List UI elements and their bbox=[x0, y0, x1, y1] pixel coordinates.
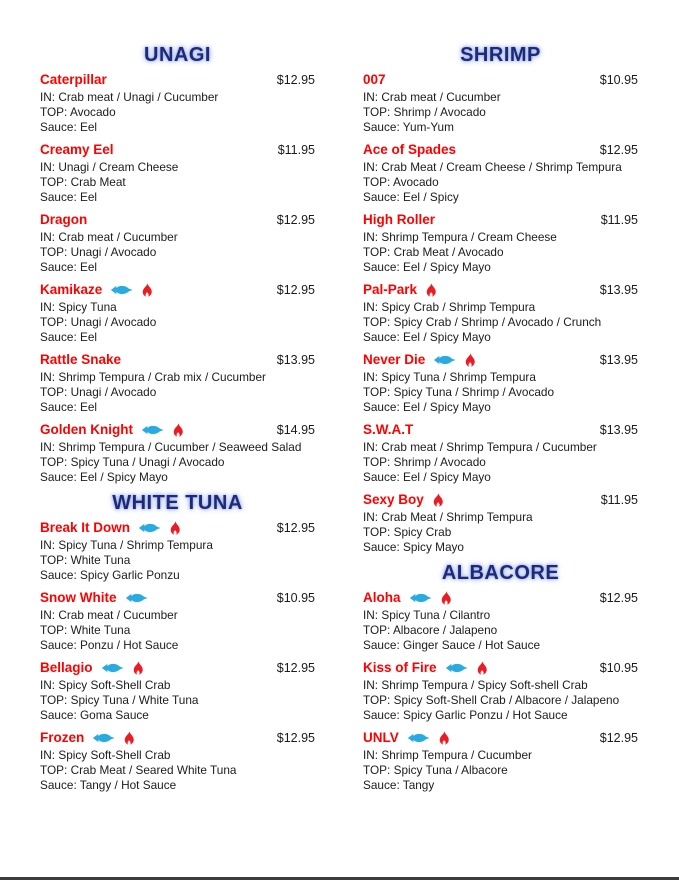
item-price: $12.95 bbox=[276, 283, 315, 297]
item-detail-line: Sauce: Spicy Garlic Ponzu / Hot Sauce bbox=[363, 708, 568, 722]
item-detail-line: Sauce: Eel bbox=[40, 330, 98, 344]
item-detail-line: IN: Shrimp Tempura / Cream Cheese bbox=[363, 230, 557, 244]
fish-icon bbox=[141, 424, 164, 436]
section-title: UNAGI bbox=[144, 44, 211, 66]
item-name: Dragon bbox=[40, 212, 88, 227]
item-detail-line: TOP: Crab Meat / Avocado bbox=[363, 245, 504, 259]
item-name: Creamy Eel bbox=[40, 142, 114, 157]
item-price: $12.95 bbox=[276, 731, 315, 745]
item-detail-line: TOP: Spicy Tuna / Shrimp / Avocado bbox=[363, 385, 555, 399]
menu-item bbox=[40, 212, 315, 275]
item-price: $14.95 bbox=[276, 423, 315, 437]
item-detail-line: TOP: Spicy Crab / Shrimp / Avocado / Crunch bbox=[363, 315, 602, 329]
menu-item bbox=[363, 492, 638, 555]
menu-item-header bbox=[40, 142, 315, 158]
item-detail-line: Sauce: Ponzu / Hot Sauce bbox=[40, 638, 179, 652]
item-name: Frozen bbox=[40, 730, 85, 745]
item-detail-line: IN: Spicy Tuna / Shrimp Tempura bbox=[363, 370, 536, 384]
menu-section bbox=[363, 44, 638, 555]
item-detail-line: Sauce: Eel bbox=[40, 190, 98, 204]
item-detail-line: Sauce: Eel / Spicy Mayo bbox=[363, 330, 491, 344]
flame-icon bbox=[438, 730, 450, 746]
item-detail-line: IN: Crab meat / Cucumber bbox=[363, 90, 501, 104]
menu-item-header bbox=[363, 72, 638, 88]
item-detail-line: Sauce: Ginger Sauce / Hot Sauce bbox=[363, 638, 541, 652]
item-detail-line: Sauce: Eel / Spicy Mayo bbox=[363, 400, 491, 414]
fish-icon bbox=[110, 284, 133, 296]
item-price: $12.95 bbox=[599, 143, 638, 157]
item-detail-line: Sauce: Eel bbox=[40, 260, 98, 274]
menu-item-header bbox=[40, 520, 315, 536]
item-name: Kamikaze bbox=[40, 282, 103, 297]
fish-icon bbox=[101, 662, 124, 674]
item-price: $10.95 bbox=[599, 661, 638, 675]
item-detail-line: IN: Crab meat / Cucumber bbox=[40, 608, 178, 622]
fish-icon bbox=[125, 592, 148, 604]
item-name: Aloha bbox=[363, 590, 401, 605]
menu-item-header bbox=[40, 282, 315, 298]
item-detail-line: Sauce: Eel / Spicy Mayo bbox=[363, 260, 491, 274]
item-detail-line: TOP: Spicy Tuna / White Tuna bbox=[40, 693, 199, 707]
item-detail-line: IN: Spicy Tuna / Shrimp Tempura bbox=[40, 538, 213, 552]
menu-section bbox=[40, 492, 315, 793]
item-name: Sexy Boy bbox=[363, 492, 424, 507]
menu-item bbox=[363, 72, 638, 135]
item-name: Caterpillar bbox=[40, 72, 107, 87]
item-price: $13.95 bbox=[599, 283, 638, 297]
item-name: UNLV bbox=[363, 730, 399, 745]
item-price: $10.95 bbox=[276, 591, 315, 605]
menu-item bbox=[40, 72, 315, 135]
menu-section bbox=[363, 562, 638, 793]
menu-item-header bbox=[40, 72, 315, 88]
item-detail-line: Sauce: Eel bbox=[40, 120, 98, 134]
item-detail-line: TOP: White Tuna bbox=[40, 553, 131, 567]
section-title: SHRIMP bbox=[460, 44, 541, 66]
item-detail-line: IN: Spicy Soft-Shell Crab bbox=[40, 678, 171, 692]
flame-icon bbox=[132, 660, 144, 676]
item-detail-line: TOP: Shrimp / Avocado bbox=[363, 455, 486, 469]
menu-item-header bbox=[40, 212, 315, 228]
item-detail-line: TOP: Spicy Tuna / Unagi / Avocado bbox=[40, 455, 225, 469]
menu-item-header bbox=[363, 422, 638, 438]
item-detail-line: IN: Spicy Soft-Shell Crab bbox=[40, 748, 171, 762]
flame-icon bbox=[169, 520, 181, 536]
section-title: ALBACORE bbox=[441, 562, 560, 584]
item-price: $12.95 bbox=[599, 591, 638, 605]
item-detail-line: IN: Spicy Tuna / Cilantro bbox=[363, 608, 491, 622]
item-detail-line: IN: Shrimp Tempura / Crab mix / Cucumber bbox=[40, 370, 266, 384]
menu-section bbox=[40, 44, 315, 485]
menu-item bbox=[363, 142, 638, 205]
fish-icon bbox=[407, 732, 430, 744]
item-price: $13.95 bbox=[599, 353, 638, 367]
flame-icon bbox=[172, 422, 184, 438]
item-detail-line: IN: Unagi / Cream Cheese bbox=[40, 160, 179, 174]
item-detail-line: TOP: Avocado bbox=[40, 105, 116, 119]
item-detail-line: Sauce: Eel / Spicy Mayo bbox=[363, 470, 491, 484]
menu-item-header bbox=[363, 660, 638, 676]
menu-item-header bbox=[363, 730, 638, 746]
fish-icon bbox=[433, 354, 456, 366]
item-name: Snow White bbox=[40, 590, 117, 605]
item-name: Break It Down bbox=[40, 520, 131, 535]
fish-icon bbox=[138, 522, 161, 534]
menu-columns bbox=[40, 44, 638, 800]
item-detail-line: TOP: Unagi / Avocado bbox=[40, 385, 157, 399]
item-detail-line: IN: Shrimp Tempura / Spicy Soft-shell Crab bbox=[363, 678, 588, 692]
item-detail-line: IN: Crab Meat / Cream Cheese / Shrimp Tempura bbox=[363, 160, 622, 174]
item-detail-line: Sauce: Yum-Yum bbox=[363, 120, 454, 134]
item-detail-line: TOP: Spicy Crab bbox=[363, 525, 452, 539]
menu-item-header bbox=[363, 142, 638, 158]
item-name: S.W.A.T bbox=[363, 422, 414, 437]
item-detail-line: TOP: White Tuna bbox=[40, 623, 131, 637]
menu-column bbox=[40, 44, 315, 800]
item-name: Bellagio bbox=[40, 660, 93, 675]
menu-item bbox=[40, 352, 315, 415]
menu-item bbox=[40, 590, 315, 653]
item-name: Rattle Snake bbox=[40, 352, 122, 367]
item-detail-line: IN: Shrimp Tempura / Cucumber / Seaweed Salad bbox=[40, 440, 302, 454]
menu-item-header bbox=[40, 730, 315, 746]
item-price: $11.95 bbox=[600, 213, 638, 227]
item-detail-line: Sauce: Spicy Mayo bbox=[363, 540, 464, 554]
menu-item bbox=[363, 352, 638, 415]
menu-column bbox=[363, 44, 638, 800]
item-detail-line: IN: Spicy Tuna bbox=[40, 300, 117, 314]
item-price: $12.95 bbox=[276, 521, 315, 535]
item-detail-line: IN: Crab meat / Cucumber bbox=[40, 230, 178, 244]
item-detail-line: Sauce: Spicy Garlic Ponzu bbox=[40, 568, 180, 582]
flame-icon bbox=[425, 282, 437, 298]
menu-item bbox=[40, 142, 315, 205]
menu-item bbox=[363, 730, 638, 793]
item-detail-line: Sauce: Goma Sauce bbox=[40, 708, 149, 722]
menu-item bbox=[363, 212, 638, 275]
item-detail-line: Sauce: Eel bbox=[40, 400, 98, 414]
menu-item bbox=[40, 422, 315, 485]
item-detail-line: TOP: Unagi / Avocado bbox=[40, 245, 157, 259]
item-name: Pal-Park bbox=[363, 282, 418, 297]
item-detail-line: IN: Spicy Crab / Shrimp Tempura bbox=[363, 300, 536, 314]
item-name: Ace of Spades bbox=[363, 142, 457, 157]
item-price: $12.95 bbox=[276, 213, 315, 227]
item-price: $12.95 bbox=[276, 73, 315, 87]
item-name: Golden Knight bbox=[40, 422, 133, 437]
fish-icon bbox=[92, 732, 115, 744]
item-detail-line: IN: Shrimp Tempura / Cucumber bbox=[363, 748, 532, 762]
item-detail-line: IN: Crab meat / Shrimp Tempura / Cucumber bbox=[363, 440, 597, 454]
menu-item bbox=[40, 730, 315, 793]
item-name: Kiss of Fire bbox=[363, 660, 437, 675]
item-detail-line: Sauce: Eel / Spicy Mayo bbox=[40, 470, 168, 484]
item-detail-line: TOP: Shrimp / Avocado bbox=[363, 105, 486, 119]
menu-item-header bbox=[363, 492, 638, 508]
menu-item bbox=[363, 660, 638, 723]
flame-icon bbox=[432, 492, 444, 508]
menu-item bbox=[363, 590, 638, 653]
item-detail-line: Sauce: Tangy / Hot Sauce bbox=[40, 778, 177, 792]
item-name: Never Die bbox=[363, 352, 426, 367]
menu-item-header bbox=[363, 352, 638, 368]
section-title: WHITE TUNA bbox=[112, 492, 243, 514]
item-name: High Roller bbox=[363, 212, 436, 227]
item-detail-line: TOP: Spicy Tuna / Albacore bbox=[363, 763, 508, 777]
menu-item bbox=[363, 422, 638, 485]
flame-icon bbox=[141, 282, 153, 298]
menu-item bbox=[363, 282, 638, 345]
item-detail-line: TOP: Avocado bbox=[363, 175, 439, 189]
item-detail-line: TOP: Crab Meat / Seared White Tuna bbox=[40, 763, 237, 777]
menu-item-header bbox=[363, 590, 638, 606]
item-detail-line: TOP: Albacore / Jalapeno bbox=[363, 623, 498, 637]
item-price: $12.95 bbox=[599, 731, 638, 745]
item-name: 007 bbox=[363, 72, 386, 87]
menu-item bbox=[40, 282, 315, 345]
flame-icon bbox=[476, 660, 488, 676]
item-price: $13.95 bbox=[599, 423, 638, 437]
fish-icon bbox=[409, 592, 432, 604]
flame-icon bbox=[464, 352, 476, 368]
menu-item-header bbox=[40, 422, 315, 438]
item-price: $11.95 bbox=[277, 143, 315, 157]
item-detail-line: Sauce: Tangy bbox=[363, 778, 435, 792]
item-detail-line: TOP: Crab Meat bbox=[40, 175, 126, 189]
menu-item-header bbox=[363, 212, 638, 228]
item-price: $10.95 bbox=[599, 73, 638, 87]
item-detail-line: Sauce: Eel / Spicy bbox=[363, 190, 459, 204]
flame-icon bbox=[440, 590, 452, 606]
item-price: $11.95 bbox=[600, 493, 638, 507]
menu-item-header bbox=[40, 660, 315, 676]
menu-item bbox=[40, 520, 315, 583]
flame-icon bbox=[123, 730, 135, 746]
item-detail-line: IN: Crab Meat / Shrimp Tempura bbox=[363, 510, 533, 524]
menu-item-header bbox=[40, 590, 315, 606]
menu-item-header bbox=[40, 352, 315, 368]
menu-item bbox=[40, 660, 315, 723]
item-detail-line: TOP: Spicy Soft-Shell Crab / Albacore / Jalapeno bbox=[363, 693, 620, 707]
item-detail-line: TOP: Unagi / Avocado bbox=[40, 315, 157, 329]
item-price: $13.95 bbox=[276, 353, 315, 367]
item-price: $12.95 bbox=[276, 661, 315, 675]
fish-icon bbox=[445, 662, 468, 674]
menu-item-header bbox=[363, 282, 638, 298]
item-detail-line: IN: Crab meat / Unagi / Cucumber bbox=[40, 90, 219, 104]
